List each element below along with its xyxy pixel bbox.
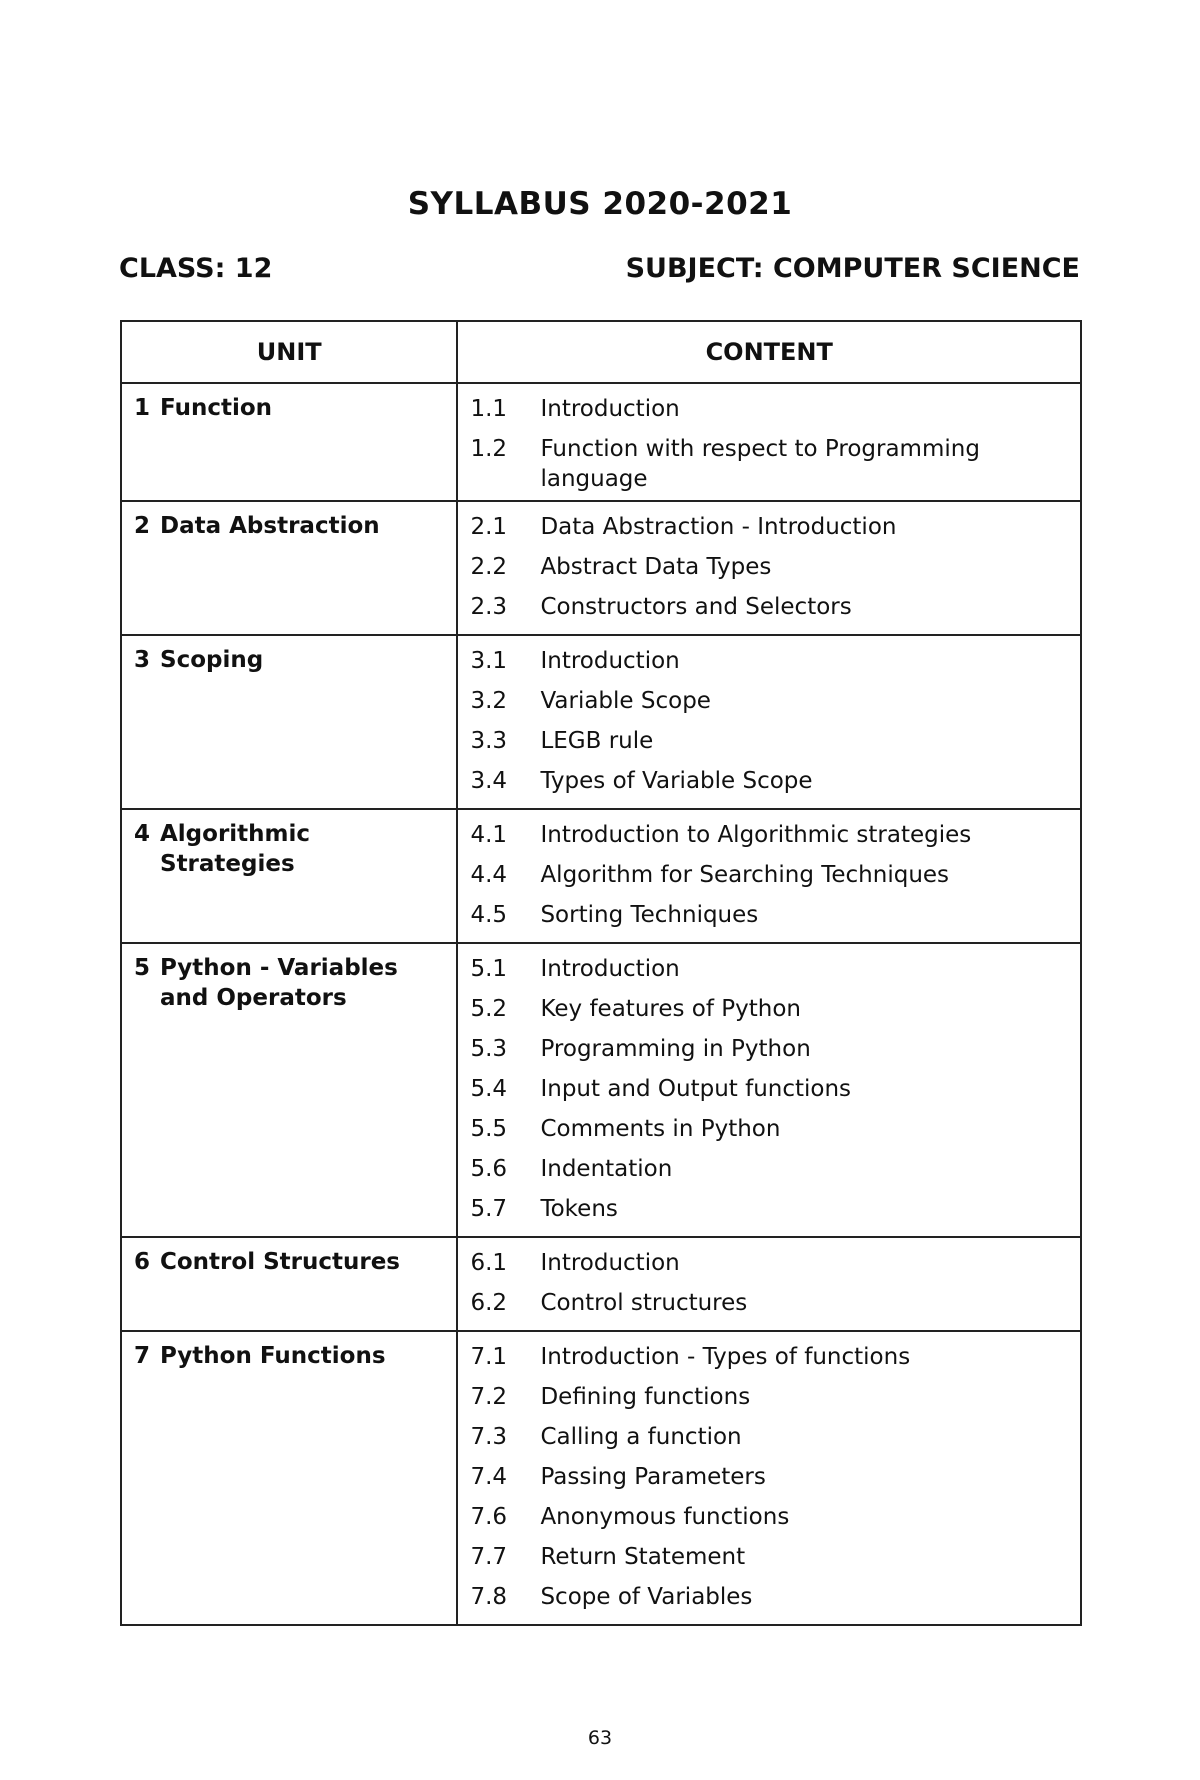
topic-number: 7.1 (470, 1344, 508, 1370)
unit-number: 7 (134, 1343, 151, 1369)
unit-name: Control Structures (160, 1249, 400, 1275)
unit-name: Function (160, 395, 273, 421)
topic-number: 1.1 (470, 396, 508, 422)
unit-number: 2 (134, 513, 151, 539)
unit-cell (121, 635, 457, 809)
topic-title: Programming in Python (540, 1036, 811, 1062)
list-item (458, 1030, 1080, 1070)
topic-title: Introduction (540, 1250, 680, 1276)
page-number: 63 (587, 1727, 613, 1749)
topic-number: 4.4 (470, 862, 508, 888)
topic-title: Anonymous functions (540, 1504, 790, 1530)
list-item (458, 1284, 1080, 1324)
topic-list (458, 384, 1080, 500)
unit-cell (121, 501, 457, 635)
topic-title: Scope of Variables (540, 1584, 753, 1610)
table-row (121, 635, 1081, 809)
topic-number: 7.8 (470, 1584, 508, 1610)
list-item (458, 896, 1080, 936)
unit-number: 3 (134, 647, 151, 673)
unit-cell (121, 1237, 457, 1331)
unit-number: 4 (134, 821, 151, 847)
topic-list (458, 1238, 1080, 1330)
topic-title: Passing Parameters (540, 1464, 766, 1490)
topic-number: 7.2 (470, 1384, 508, 1410)
unit-cell (121, 943, 457, 1237)
list-item (458, 642, 1080, 682)
list-item (458, 950, 1080, 990)
syllabus-body (121, 383, 1081, 1625)
topic-number: 5.2 (470, 996, 508, 1022)
topic-number: 6.1 (470, 1250, 508, 1276)
unit-name: Python - Variables and Operators (160, 955, 398, 1011)
topic-title: Defining functions (540, 1384, 751, 1410)
content-cell (457, 809, 1081, 943)
table-row (121, 383, 1081, 501)
content-cell (457, 501, 1081, 635)
topic-title: Introduction - Types of functions (540, 1344, 911, 1370)
topic-title: Introduction (540, 396, 680, 422)
topic-number: 1.2 (470, 436, 508, 462)
topic-title: Introduction (540, 956, 680, 982)
list-item (458, 990, 1080, 1030)
list-item (458, 508, 1080, 548)
unit-number: 5 (134, 955, 151, 981)
topic-number: 5.4 (470, 1076, 508, 1102)
page-title: SYLLABUS 2020-2021 (407, 186, 793, 222)
topic-number: 6.2 (470, 1290, 508, 1316)
list-item (458, 430, 1080, 494)
topic-title: Algorithm for Searching Techniques (540, 862, 950, 888)
topic-title: Key features of Python (540, 996, 801, 1022)
topic-title: Return Statement (540, 1544, 746, 1570)
list-item (458, 722, 1080, 762)
topic-title: Introduction to Algorithmic strategies (540, 822, 972, 848)
list-item (458, 1498, 1080, 1538)
list-item (458, 588, 1080, 628)
topic-number: 7.4 (470, 1464, 508, 1490)
topic-title: Tokens (540, 1196, 618, 1222)
unit-name: Python Functions (160, 1343, 386, 1369)
class-label: CLASS: 12 (119, 253, 273, 284)
unit-name: Scoping (160, 647, 264, 673)
content-cell (457, 1331, 1081, 1625)
list-item (458, 1070, 1080, 1110)
topic-title: Control structures (540, 1290, 748, 1316)
topic-number: 5.7 (470, 1196, 508, 1222)
unit-number: 6 (134, 1249, 151, 1275)
list-item (458, 1418, 1080, 1458)
content-cell (457, 635, 1081, 809)
content-cell (457, 943, 1081, 1237)
topic-title: Input and Output functions (540, 1076, 852, 1102)
syllabus-table (120, 320, 1082, 1626)
topic-number: 3.2 (470, 688, 508, 714)
topic-title: Types of Variable Scope (540, 768, 813, 794)
table-row (121, 943, 1081, 1237)
topic-number: 4.5 (470, 902, 508, 928)
subject-label: SUBJECT: COMPUTER SCIENCE (625, 253, 1080, 284)
topic-list (458, 502, 1080, 634)
topic-title: Sorting Techniques (540, 902, 759, 928)
list-item (458, 762, 1080, 802)
topic-list (458, 1332, 1080, 1624)
topic-list (458, 944, 1080, 1236)
unit-cell (121, 1331, 457, 1625)
topic-number: 3.3 (470, 728, 508, 754)
table-row (121, 1237, 1081, 1331)
table-row (121, 501, 1081, 635)
unit-column-header: UNIT (121, 321, 457, 383)
topic-number: 7.6 (470, 1504, 508, 1530)
topic-title: Calling a function (540, 1424, 742, 1450)
topic-number: 5.3 (470, 1036, 508, 1062)
topic-number: 4.1 (470, 822, 508, 848)
list-item (458, 1458, 1080, 1498)
list-item (458, 548, 1080, 588)
topic-title: Introduction (540, 648, 680, 674)
unit-name: Algorithmic Strategies (160, 821, 311, 877)
unit-number: 1 (134, 395, 151, 421)
topic-number: 3.1 (470, 648, 508, 674)
topic-number: 7.3 (470, 1424, 508, 1450)
topic-title: Data Abstraction - Introduction (540, 514, 897, 540)
content-column-header: CONTENT (457, 321, 1081, 383)
content-cell (457, 383, 1081, 501)
topic-title: Comments in Python (540, 1116, 781, 1142)
list-item (458, 856, 1080, 896)
topic-list (458, 810, 1080, 942)
list-item (458, 816, 1080, 856)
unit-cell (121, 809, 457, 943)
topic-number: 5.1 (470, 956, 508, 982)
list-item (458, 1150, 1080, 1190)
list-item (458, 390, 1080, 430)
unit-name: Data Abstraction (160, 513, 380, 539)
topic-number: 7.7 (470, 1544, 508, 1570)
content-cell (457, 1237, 1081, 1331)
list-item (458, 1338, 1080, 1378)
topic-title: Variable Scope (540, 688, 711, 714)
list-item (458, 1190, 1080, 1230)
topic-number: 5.6 (470, 1156, 508, 1182)
list-item (458, 1378, 1080, 1418)
topic-title: LEGB rule (540, 728, 654, 754)
topic-number: 2.2 (470, 554, 508, 580)
topic-title: Abstract Data Types (540, 554, 772, 580)
list-item (458, 1244, 1080, 1284)
topic-title: Constructors and Selectors (540, 594, 852, 620)
table-row (121, 1331, 1081, 1625)
topic-title: Indentation (540, 1156, 673, 1182)
unit-cell (121, 383, 457, 501)
list-item (458, 1538, 1080, 1578)
topic-list (458, 636, 1080, 808)
topic-number: 5.5 (470, 1116, 508, 1142)
topic-number: 2.1 (470, 514, 508, 540)
topic-number: 2.3 (470, 594, 508, 620)
list-item (458, 1110, 1080, 1150)
table-row (121, 809, 1081, 943)
topic-title: Function with respect to Programming language (540, 436, 980, 492)
list-item (458, 682, 1080, 722)
table-header-row (121, 321, 1081, 383)
list-item (458, 1578, 1080, 1618)
topic-number: 3.4 (470, 768, 508, 794)
